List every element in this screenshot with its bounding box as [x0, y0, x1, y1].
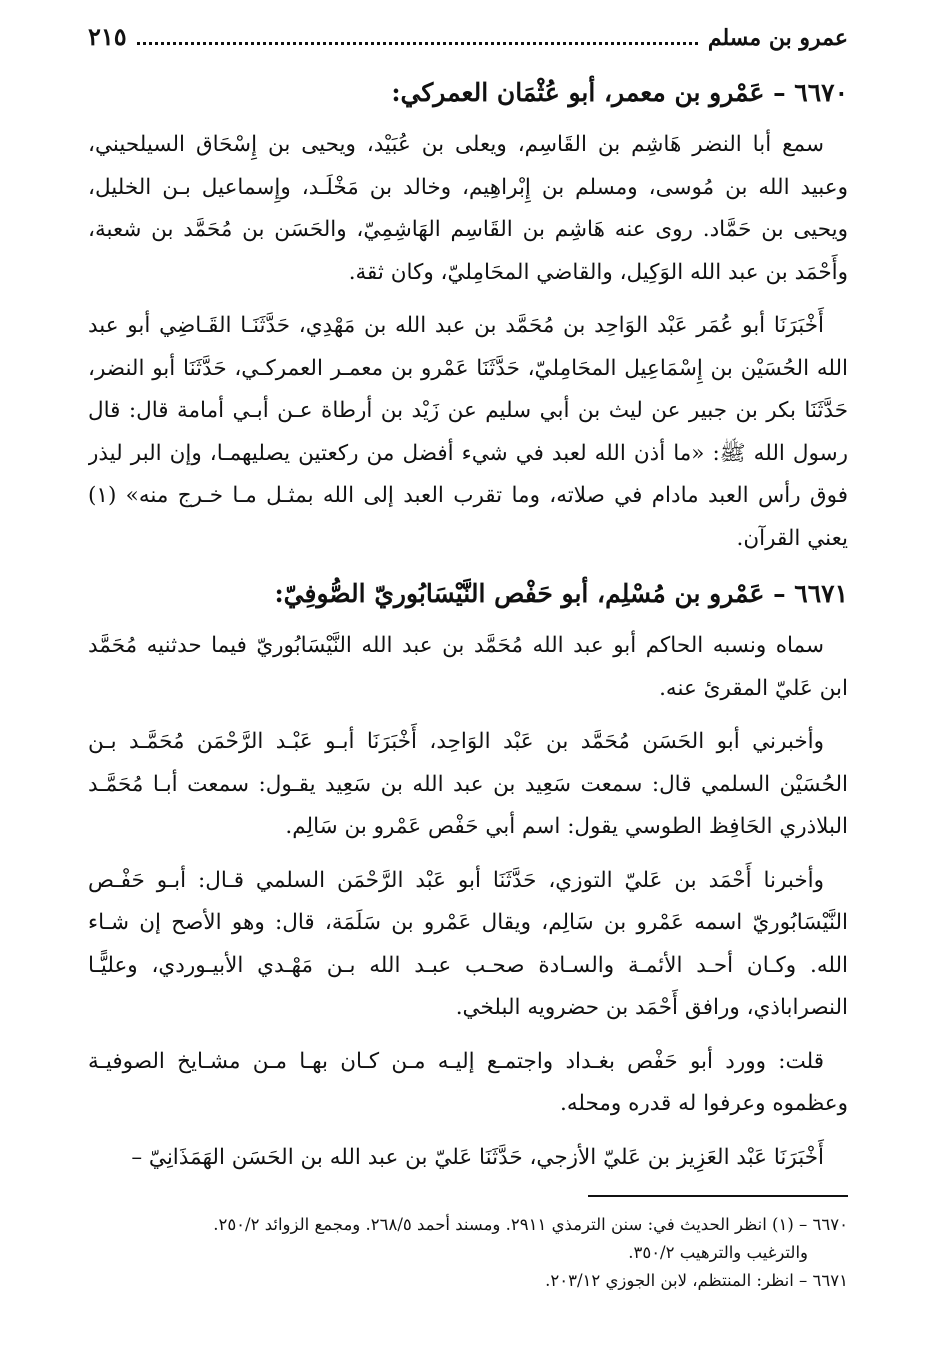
leader-dots: [137, 42, 698, 45]
footnote-line: ٦٦٧١ – انظر: المنتظم، لابن الجوزي ٢٠٣/١٢.: [545, 1271, 848, 1290]
paragraph: قلت: وورد أبو حَفْص بغـداد واجتمـع إليـه مـن كـان بهـا مـن مشـايخ الصوفيـة وعظموه وعرفوا له قدره ومحله.: [88, 1048, 848, 1116]
paragraph: وأخبرنا أَحْمَد بن عَليّ التوزي، حَدَّثَنَا أبو عَبْد الرَّحْمَن السلمي قـال: أبـو حَفْـص النَّيْسَابُوريّ اسمه عَمْرو بن سَالِم، ويقال عَمْرو بن سَلَمَة، قال: وهو الأصح إن شـاء الله. وكـان أحـد الأئمـة والسـادة صحـب عبـد الله بـن مَهْـدي الأبيـوردي، وعليًّـا النصراباذي، ورافق أَحْمَد بن حضرويه البلخي.: [88, 867, 848, 1020]
running-title: عمرو بن مسلم: [707, 25, 848, 51]
page-number: ٢١٥: [88, 22, 127, 51]
paragraph: أَخْبَرَنَا أبو عُمَر عَبْد الوَاحِد بن مُحَمَّد بن عبد الله بن مَهْدِي، حَدَّثَنَـا القَـاضِي أبو عبد الله الحُسَيْن بن إِسْمَاعِيل المحَامِليّ، حَدَّثَنَا عَمْرو بن معمـر العمركـي، حَدَّثَنَا أبو النضر، حَدَّثَنَا بكر بن جبير عن ليث بن أبي سليم عن زَيْد بن أرطاة عـن أبـي أمامة قال: قال رسول الله ﷺ: «ما أذن الله لعبد في شيء أفضل من ركعتين يصليهمـا، وإن البر ليذر فوق رأس العبد مادام في صلاته، وما تقرب العبد إلى الله بمثـل مـا خـرج منه» (١) يعني القرآن.: [88, 313, 848, 551]
footnote-divider: [588, 1195, 848, 1197]
paragraph: سمع أبا النضر هَاشِم بن القَاسِم، ويعلى بن عُبَيْد، ويحيى بن إِسْحَاق السيلحيني، وعبيد الله بن مُوسى، ومسلم بن إِبْراهِيم، وخالد بن مَخْلَـد، وإِسماعيل بـن الخليل، ويحيى بن حَمَّاد. روى عنه هَاشِم بن القَاسِم الهَاشِمِيّ، والحَسَن بن مُحَمَّد بن شعبة، وأَحْمَد بن عبد الله الوَكِيل، والقاضي المحَامِليّ، وكان ثقة.: [88, 132, 848, 285]
footnote-line: والترغيب والترهيب ٣٥٠/٢.: [628, 1243, 808, 1262]
running-header: [88, 22, 848, 70]
footnote-line: ٦٦٧٠ – (١) انظر الحديث في: سنن الترمذي ٢٩١١. ومسند أحمد ٢٦٨/٥. ومجمع الزوائد ٢٥٠/٢.: [213, 1215, 848, 1234]
footnote: [88, 1267, 848, 1295]
book-page: [88, 22, 848, 1295]
paragraph: سماه ونسبه الحاكم أبو عبد الله مُحَمَّد بن عبد الله النَّيْسَابُوريّ فيما حدثنيه مُحَمَّد ابن عَليّ المقرئ عنه.: [88, 633, 848, 701]
entry-heading: ٦٦٧٠ – عَمْرو بن معمر، أبو عُثْمَان العمركي:: [391, 78, 848, 107]
footnote: [88, 1211, 848, 1267]
footnotes: [88, 1211, 848, 1295]
paragraph: أَخْبَرَنَا عَبْد العَزِيز بن عَليّ الأزجي، حَدَّثَنَا عَليّ بن عبد الله بن الحَسَن الهَمَذَانِيّ –: [131, 1144, 824, 1170]
paragraph: وأخبرني أبو الحَسَن مُحَمَّد بن عَبْد الوَاحِد، أَخْبَرَنَا أبـو عَبْـد الرَّحْمَن مُحَمَّـد بـن الحُسَيْن السلمي قال: سمعت سَعِيد بن عبد الله بن سَعِيد يقـول: سمعت أبـا مُحَمَّـد البلاذري الحَافِظ الطوسي يقول: اسم أبي حَفْص عَمْرو بن سَالِم.: [88, 729, 848, 839]
entry-heading: ٦٦٧١ – عَمْرو بن مُسْلِم، أبو حَفْص النَّيْسَابُوريّ الصُّوفِيّ:: [274, 579, 848, 608]
main-text: [88, 70, 848, 1195]
